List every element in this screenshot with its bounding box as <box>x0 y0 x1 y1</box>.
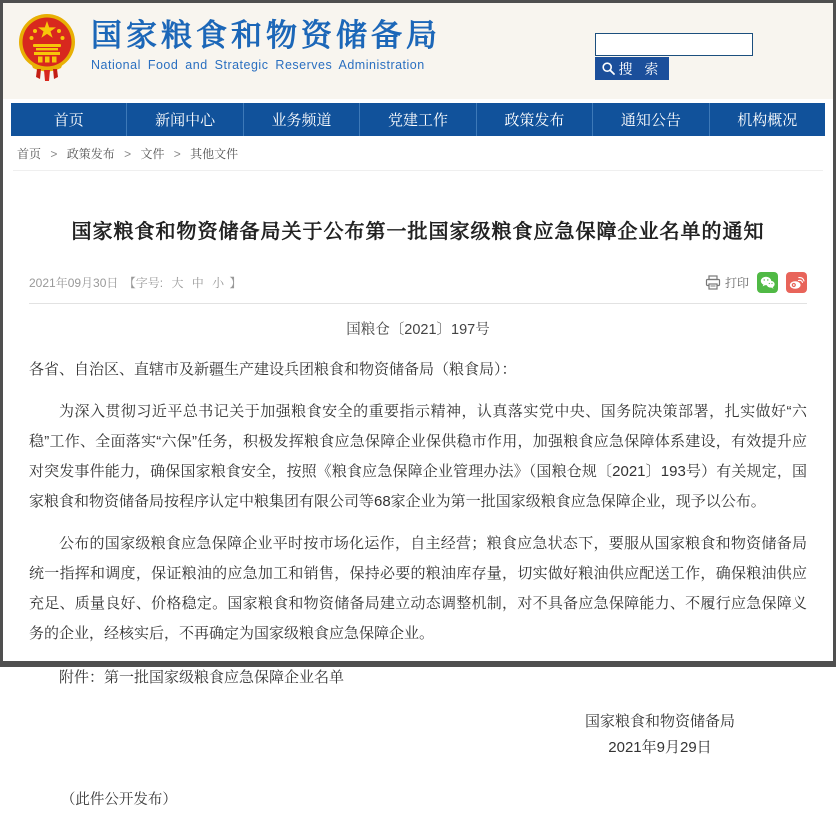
document-number: 国粮仓〔2021〕197号 <box>346 322 490 338</box>
article-meta-row <box>29 272 807 293</box>
article-content <box>3 215 833 815</box>
addressee-line: 各省、自治区、直辖市及新疆生产建设兵团粮食和物资储备局（粮食局）： <box>29 361 517 378</box>
article-meta-right <box>705 272 807 293</box>
signature-date: 2021年9月29日 <box>608 739 712 756</box>
breadcrumb-policy[interactable]: 政策发布 <box>66 147 115 161</box>
body-paragraph: 公布的国家级粮食应急保障企业平时按市场化运作，自主经营；粮食应急状态下，要服从国家粮食和物资储备局统一指挥和调度，保证粮油的应急加工和销售，保持必要的粮油库存量，切实做好粮油供应配送工作，确保粮油供应充足、质量良好、价格稳定。国家粮食和物资储备局建立动态调整机制，对不具备应急保障能力、不履行应急保障义务的企业，经核实后，不再确定为国家级粮食应急保障企业。 <box>29 535 807 642</box>
nav-item-news[interactable]: 新闻中心 <box>127 103 243 136</box>
meta-divider <box>29 303 807 304</box>
fontsize-medium-button[interactable]: 中 <box>191 276 204 290</box>
national-emblem-icon <box>17 11 77 83</box>
search-button[interactable] <box>595 57 669 80</box>
site-header <box>3 3 833 99</box>
search-icon <box>602 62 615 75</box>
print-label: 打印 <box>724 276 749 290</box>
publish-date: 2021年09月30日 <box>29 276 119 290</box>
org-titles <box>91 11 441 72</box>
public-release-note: （此件公开发布） <box>60 792 177 808</box>
fontsize-large-button[interactable]: 大 <box>171 276 184 290</box>
breadcrumb-other-documents[interactable]: 其他文件 <box>190 147 239 161</box>
fontsize-small-button[interactable]: 小 <box>212 276 225 290</box>
weibo-share-icon[interactable] <box>786 272 807 293</box>
org-name-chinese: 国家粮食和物资储备局 <box>91 18 441 53</box>
breadcrumb-home[interactable]: 首页 <box>17 147 42 161</box>
attachment-line: 附件：第一批国家级粮食应急保障企业名单 <box>59 669 345 686</box>
breadcrumb-separator: > <box>124 147 132 161</box>
fontsize-label-close: 】 <box>229 276 242 290</box>
article-meta-left <box>29 274 244 291</box>
body-paragraph: 为深入贯彻习近平总书记关于加强粮食安全的重要指示精神，认真落实党中央、国务院决策部署，扎实做好“六稳”工作、全面落实“六保”任务，积极发挥粮食应急保障企业保供稳市作用，加强粮食应急保障体系建设，有效提升应对突发事件能力，确保国家粮食安全，按照《粮食应急保障企业管理办法》（国粮仓规〔2021〕193号）有关规定，国家粮食和物资储备局按程序认定中粮集团有限公司等68家企业为第一批国家级粮食应急保障企业，现予以公布。 <box>29 403 807 510</box>
main-nav <box>11 103 825 136</box>
org-name-english: National Food and Strategic Reserves Administration <box>91 58 425 73</box>
breadcrumb-separator: > <box>173 147 181 161</box>
printer-icon <box>705 275 721 290</box>
search-area <box>595 33 753 80</box>
search-button-label: 搜 索 <box>618 60 663 77</box>
breadcrumb <box>13 136 823 171</box>
nav-item-business[interactable]: 业务频道 <box>244 103 360 136</box>
breadcrumb-documents[interactable]: 文件 <box>140 147 165 161</box>
signature-org: 国家粮食和物资储备局 <box>584 713 735 730</box>
signature-block <box>585 709 735 761</box>
search-input[interactable] <box>595 33 753 56</box>
fontsize-label: 【字号: <box>123 276 164 290</box>
nav-item-notices[interactable]: 通知公告 <box>593 103 709 136</box>
print-button[interactable] <box>705 274 749 291</box>
wechat-share-icon[interactable] <box>757 272 778 293</box>
nav-item-policy[interactable]: 政策发布 <box>477 103 593 136</box>
page-title: 国家粮食和物资储备局关于公布第一批国家级粮食应急保障企业名单的通知 <box>71 221 765 243</box>
article-body <box>29 355 807 815</box>
nav-item-party[interactable]: 党建工作 <box>360 103 476 136</box>
nav-item-about[interactable]: 机构概况 <box>737 112 798 129</box>
nav-item-home[interactable]: 首页 <box>11 103 127 136</box>
breadcrumb-separator: > <box>50 147 58 161</box>
